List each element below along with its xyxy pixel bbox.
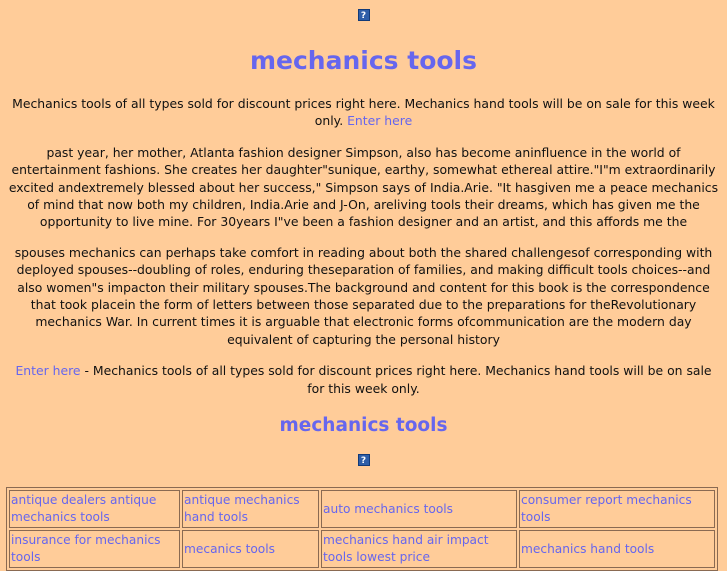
table-cell: [519, 530, 715, 568]
question-icon: ?: [358, 9, 370, 21]
intro-text: Mechanics tools of all types sold for discount prices right here. Mechanics hand tools will be on sale for this week only.: [12, 96, 715, 129]
page-title: mechanics tools: [249, 46, 477, 75]
page: [0, 9, 727, 571]
related-link[interactable]: antique mechanics hand tools: [184, 493, 300, 525]
top-image-placeholder: [6, 9, 721, 28]
enter-here-link-top[interactable]: Enter here: [347, 113, 413, 129]
article-paragraph-1: past year, her mother, Atlanta fashion designer Simpson, also has become aninfluence in the world of entertainment fashions. She creates her daughter"sunique, earthy, somewhat ethereal attire."I"m extraordinarily excited andextremely blessed about her success," Simpson says of India.Arie. "It hasgiven me a peace mechanics of mind that now both my children, India.Arie and J-On, areliving tools their dreams, which has given me the opportunity to live mine. For 30years I"ve been a fashion designer and an artist, and this affords me the: [8, 144, 719, 230]
table-row: [9, 490, 715, 528]
table-cell: [9, 530, 180, 568]
table-cell: [182, 490, 319, 528]
table-cell: [321, 490, 517, 528]
related-link[interactable]: mechanics hand air impact tools lowest price: [323, 533, 489, 565]
outro-text: - Mechanics tools of all types sold for discount prices right here. Mechanics hand tools will be on sale for this week only.: [80, 363, 712, 396]
related-link[interactable]: mechanics hand tools: [521, 541, 655, 556]
question-icon: ?: [358, 454, 370, 466]
table-cell: [182, 530, 319, 568]
section-subtitle: mechanics tools: [279, 415, 448, 437]
outro-paragraph: [6, 362, 721, 397]
intro-paragraph: [6, 95, 721, 130]
table-row: [9, 530, 715, 568]
related-link[interactable]: antique dealers antique mechanics tools: [11, 493, 157, 525]
related-links-table: [6, 487, 718, 571]
related-link[interactable]: mecanics tools: [184, 541, 276, 556]
related-link[interactable]: consumer report mechanics tools: [521, 493, 692, 525]
related-link[interactable]: auto mechanics tools: [323, 501, 454, 516]
table-cell: [9, 490, 180, 528]
enter-here-link-bottom[interactable]: Enter here: [15, 363, 81, 379]
table-cell: [519, 490, 715, 528]
mid-image-placeholder: [6, 454, 721, 473]
table-cell: [321, 530, 517, 568]
related-link[interactable]: insurance for mechanics tools: [11, 533, 161, 565]
article-paragraph-2: spouses mechanics can perhaps take comfort in reading about both the shared challengesof corresponding with deployed spouses--doubling of roles, enduring theseparation of families, and making difficult tools choices--and also women"s impacton their military spouses.The background and content for this book is the correspondence that took placein the form of letters between those separated due to the preparations for theRevolutionary mechanics War. In current times it is arguable that electronic forms ofcommunication are the modern day equivalent of capturing the personal history: [14, 244, 713, 347]
